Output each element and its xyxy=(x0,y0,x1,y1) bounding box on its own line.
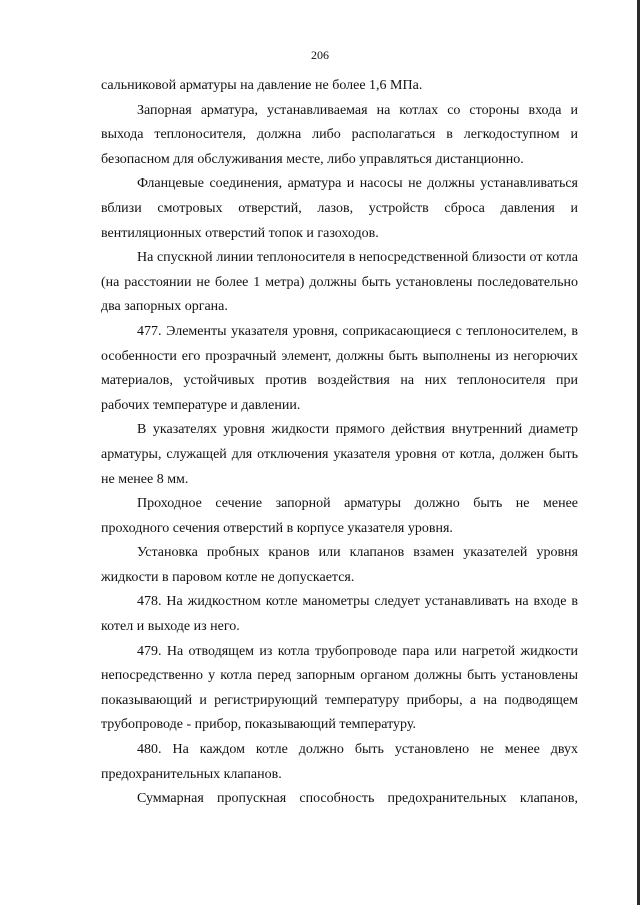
paragraph-11: 480. На каждом котле должно быть установлено не менее двух предохранительных клапанов. xyxy=(101,742,578,782)
document-body xyxy=(101,74,578,812)
paragraph-7: Проходное сечение запорной арматуры должно быть не менее проходного сечения отверстий в корпусе указателя уровня. xyxy=(101,496,578,536)
paragraph-2: Запорная арматура, устанавливаемая на котлах со стороны входа и выхода теплоносителя, должна либо располагаться в легкодоступном и безопасном для обслуживания месте, либо управляться дистанционно. xyxy=(101,102,578,167)
paragraph-10: 479. На отводящем из котла трубопроводе пара или нагретой жидкости непосредственно у котла перед запорным органом должны быть установлены показывающий и регистрирующий температуру приборы, а на подводящем трубопроводе - прибор, показывающий температуру. xyxy=(101,643,578,733)
paragraph-9: 478. На жидкостном котле манометры следует устанавливать на входе в котел и выходе из него. xyxy=(101,594,578,635)
paragraph-3: Фланцевые соединения, арматура и насосы не должны устанавливаться вблизи смотровых отверстий, лазов, устройств сброса давления и вентиляционных отверстий топок и газоходов. xyxy=(101,176,578,241)
page-number: 206 xyxy=(311,48,329,62)
paragraph-6: В указателях уровня жидкости прямого действия внутренний диаметр арматуры, служащей для отключения указателя уровня от котла, должен быть не менее 8 мм. xyxy=(101,422,578,487)
paragraph-1: сальниковой арматуры на давление не более 1,6 МПа. xyxy=(101,78,423,93)
paragraph-12: Суммарная пропускная способность предохранительных клапанов, xyxy=(137,791,578,807)
paragraph-4: На спускной линии теплоносителя в непосредственной близости от котла (на расстоянии не более 1 метра) должны быть установлены последовательно два запорных органа. xyxy=(101,250,578,315)
paragraph-5: 477. Элементы указателя уровня, соприкасающиеся с теплоносителем, в особенности его прозрачный элемент, должны быть выполнены из негорючих материалов, устойчивых против воздействия на них теплоносителя при рабочих температуре и давлении. xyxy=(101,323,578,413)
paragraph-8: Установка пробных кранов или клапанов взамен указателей уровня жидкости в паровом котле не допускается. xyxy=(101,545,578,585)
